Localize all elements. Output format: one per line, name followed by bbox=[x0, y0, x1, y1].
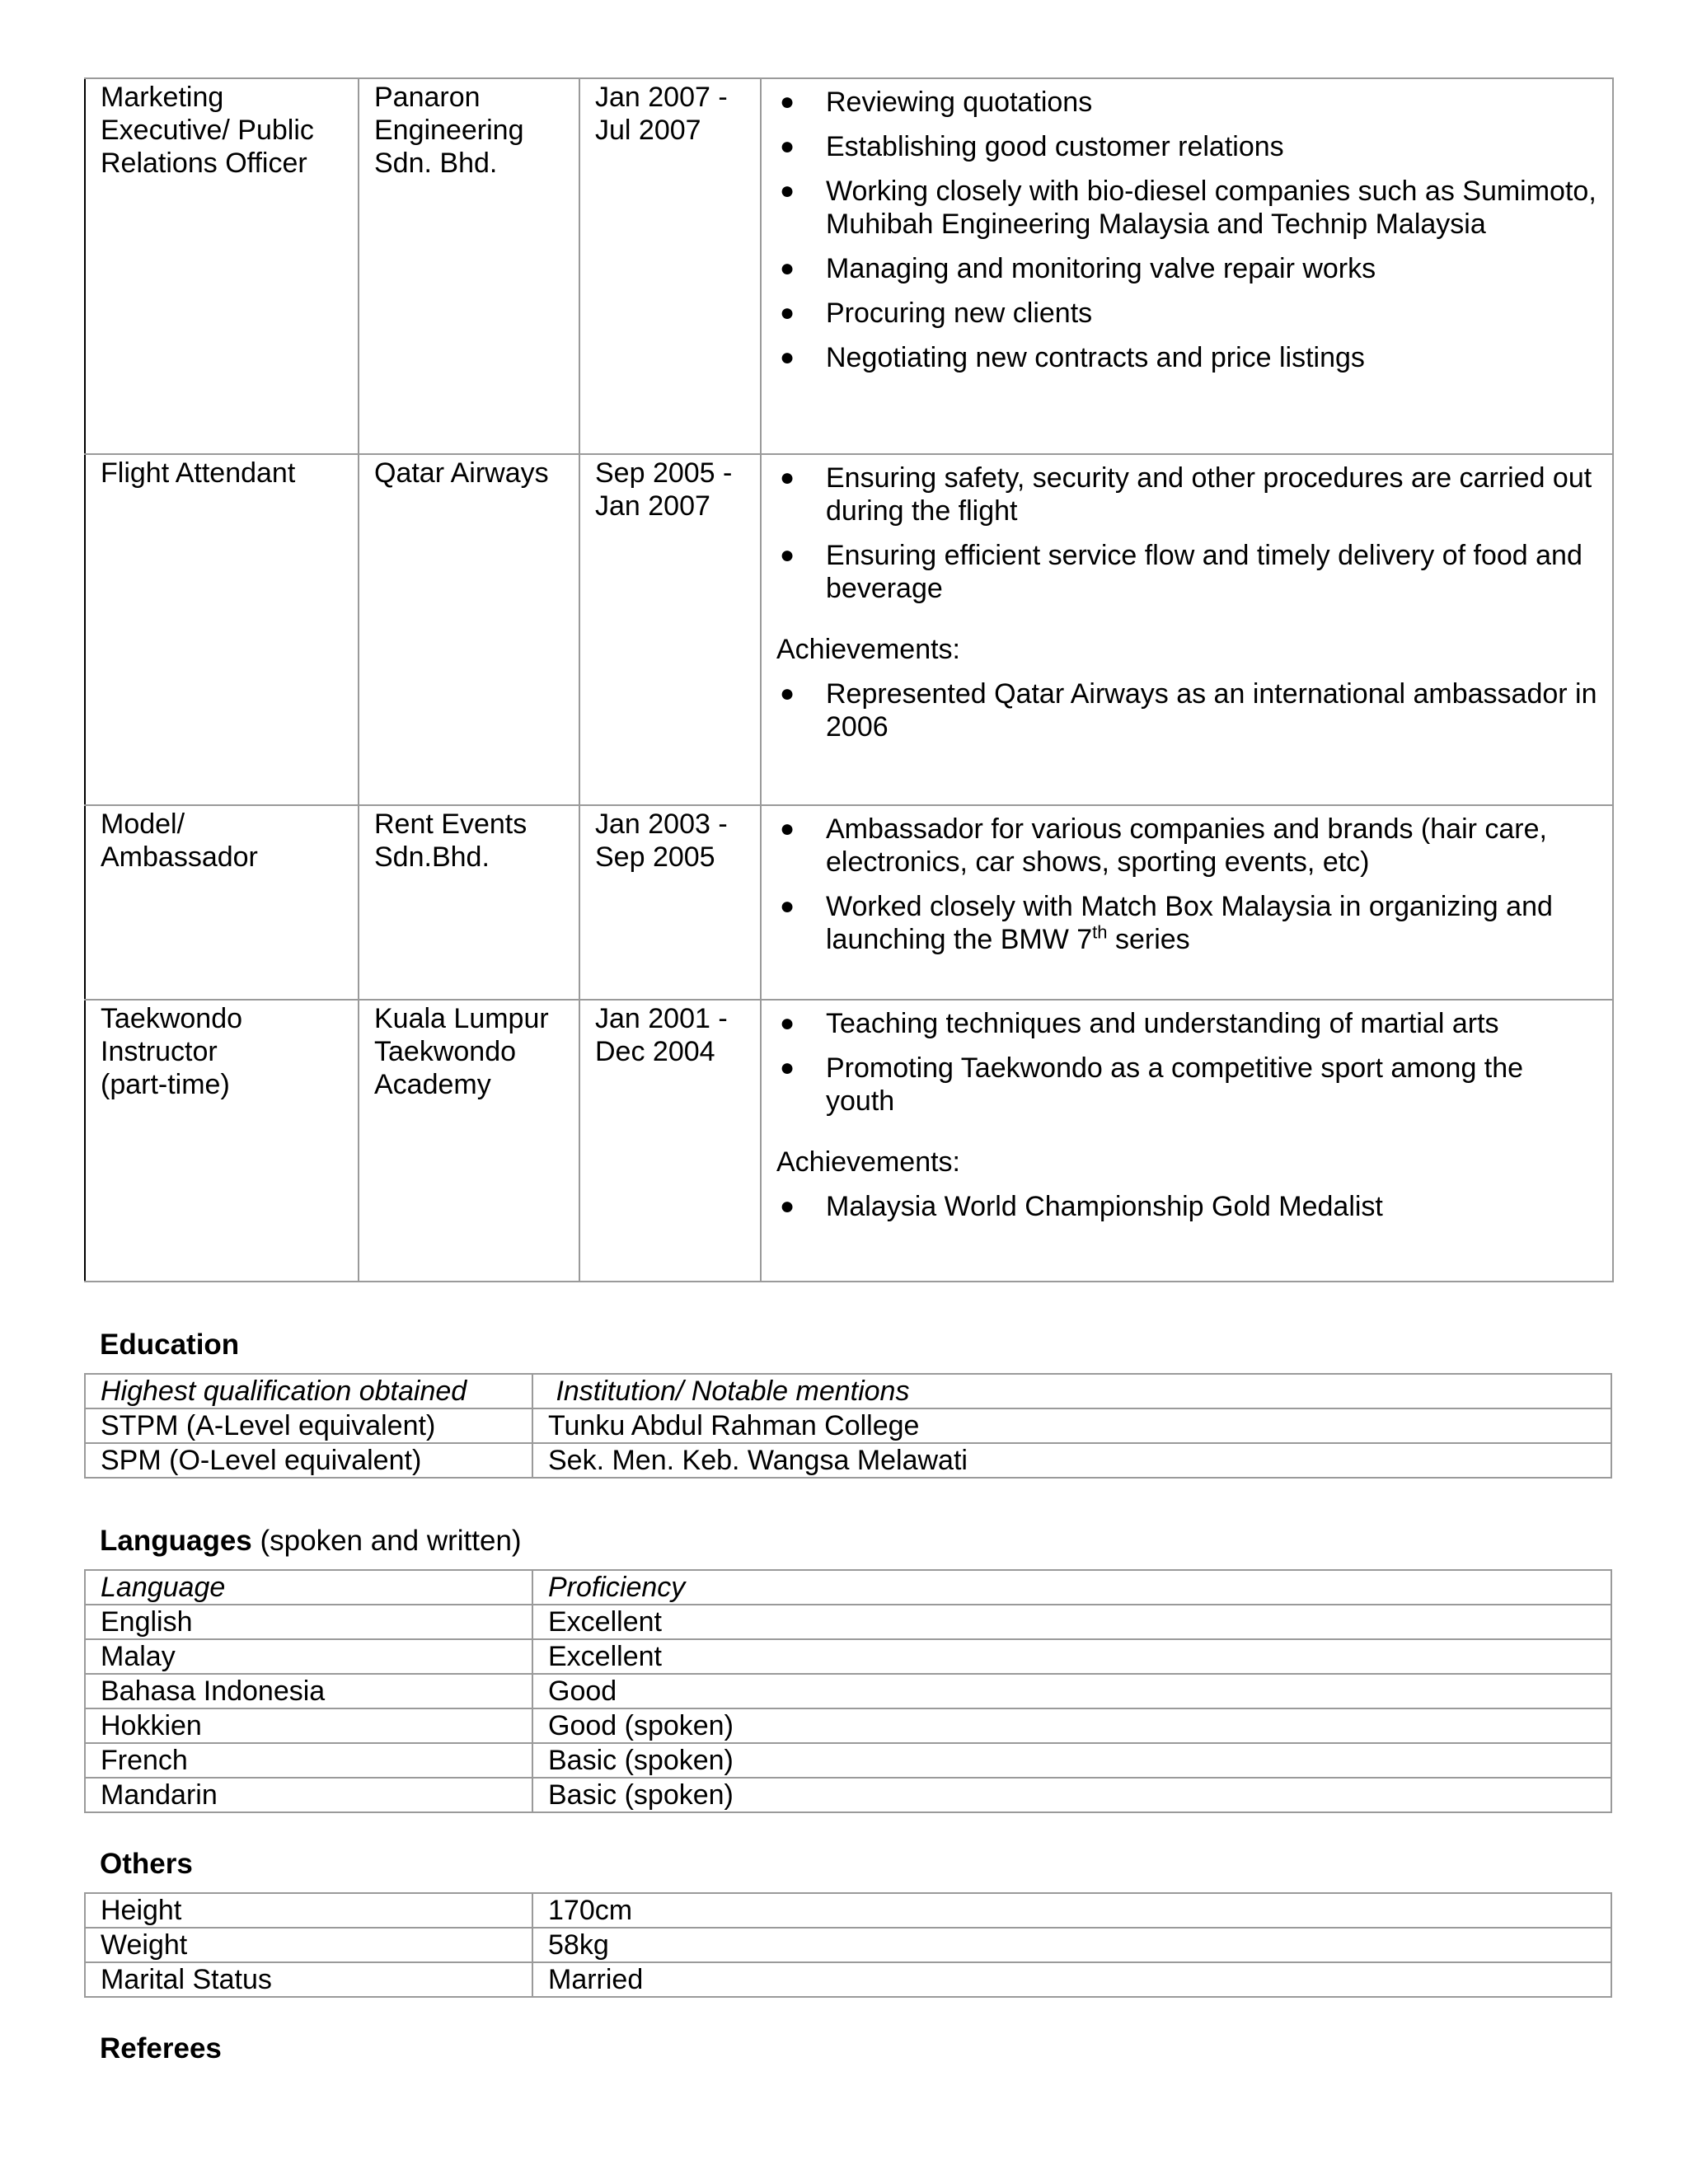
table-cell: Height bbox=[85, 1893, 532, 1928]
table-row bbox=[85, 1743, 1611, 1778]
job-title: Marketing Executive/ Public Relations Officer bbox=[101, 82, 314, 179]
job-duties bbox=[776, 455, 1599, 780]
table-cell: Hokkien bbox=[85, 1708, 532, 1743]
bullet-text: Ensuring efficient service flow and timely delivery of food and beverage bbox=[826, 540, 1582, 604]
bullet-icon: ● bbox=[780, 133, 795, 160]
bullet-text: Represented Qatar Airways as an international ambassador in 2006 bbox=[826, 678, 1597, 743]
table-cell: Weight bbox=[85, 1928, 532, 1962]
bullet-item bbox=[776, 677, 1599, 743]
table-row bbox=[85, 1639, 1611, 1674]
job-title: Flight Attendant bbox=[101, 457, 296, 489]
bullet-icon: ● bbox=[780, 464, 795, 491]
table-row bbox=[85, 1408, 1611, 1443]
table-row bbox=[85, 1674, 1611, 1708]
job-title: Model/ Ambassador bbox=[101, 808, 258, 873]
languages-heading bbox=[100, 1525, 522, 1558]
table-cell: Married bbox=[532, 1962, 1611, 1997]
languages-table bbox=[84, 1569, 1612, 1813]
bullet-item bbox=[776, 813, 1599, 879]
bullet-text: Promoting Taekwondo as a competitive sport among the youth bbox=[826, 1052, 1524, 1117]
job-title: Taekwondo Instructor (part-time) bbox=[101, 1003, 243, 1100]
others-table bbox=[84, 1892, 1612, 1998]
table-cell: Excellent bbox=[532, 1639, 1611, 1674]
experience-row bbox=[85, 805, 1613, 1000]
job-duties bbox=[776, 1001, 1599, 1259]
table-cell: Good (spoken) bbox=[532, 1708, 1611, 1743]
languages-subtitle: (spoken and written) bbox=[251, 1525, 522, 1557]
bullet-item bbox=[776, 175, 1599, 241]
languages-title: Languages bbox=[100, 1525, 252, 1557]
table-cell: Basic (spoken) bbox=[532, 1778, 1611, 1812]
bullet-text: Managing and monitoring valve repair works bbox=[826, 253, 1376, 284]
bullet-icon: ● bbox=[780, 680, 795, 707]
referees-heading: Referees bbox=[100, 2032, 222, 2064]
table-cell: 58kg bbox=[532, 1928, 1611, 1962]
bullet-text: Ensuring safety, security and other procedures are carried out during the flight bbox=[826, 462, 1592, 527]
bullet-item bbox=[776, 539, 1599, 605]
others-heading: Others bbox=[100, 1848, 193, 1880]
bullet-text: Procuring new clients bbox=[826, 298, 1093, 329]
table-row bbox=[85, 1708, 1611, 1743]
bullet-item bbox=[776, 1190, 1599, 1223]
bullet-text: Ambassador for various companies and brands (hair care, electronics, car shows, sporting events, etc) bbox=[826, 813, 1547, 878]
employment-period: Jan 2001 - Dec 2004 bbox=[595, 1003, 728, 1067]
table-cell: 170cm bbox=[532, 1893, 1611, 1928]
bullet-icon: ● bbox=[780, 255, 795, 282]
bullet-text: Working closely with bio-diesel companies such as Sumimoto, Muhibah Engineering Malaysia and Technip Malaysia bbox=[826, 176, 1597, 240]
employment-period: Jan 2007 - Jul 2007 bbox=[595, 82, 728, 146]
bullet-icon: ● bbox=[780, 177, 795, 204]
bullet-text: Establishing good customer relations bbox=[826, 131, 1284, 162]
column-header: Language bbox=[85, 1570, 532, 1605]
table-header-row bbox=[85, 1374, 1611, 1408]
table-row bbox=[85, 1443, 1611, 1478]
work-experience-table bbox=[84, 77, 1614, 1282]
experience-row bbox=[85, 454, 1613, 805]
bullet-text: Negotiating new contracts and price listings bbox=[826, 342, 1365, 373]
employer: Kuala Lumpur Taekwondo Academy bbox=[374, 1003, 549, 1100]
job-duties bbox=[776, 806, 1599, 992]
table-cell: Sek. Men. Keb. Wangsa Melawati bbox=[532, 1443, 1611, 1478]
table-cell: French bbox=[85, 1743, 532, 1778]
employer: Rent Events Sdn.Bhd. bbox=[374, 808, 528, 873]
bullet-item bbox=[776, 252, 1599, 285]
table-cell: Marital Status bbox=[85, 1962, 532, 1997]
table-cell: Mandarin bbox=[85, 1778, 532, 1812]
table-cell: Tunku Abdul Rahman College bbox=[532, 1408, 1611, 1443]
column-header: Proficiency bbox=[532, 1570, 1611, 1605]
bullet-text: Worked closely with Match Box Malaysia in organizing and launching the BMW 7th series bbox=[826, 891, 1553, 955]
bullet-icon: ● bbox=[780, 299, 795, 326]
bullet-icon: ● bbox=[780, 541, 795, 569]
experience-row bbox=[85, 78, 1613, 454]
table-row bbox=[85, 1605, 1611, 1639]
table-cell: SPM (O-Level equivalent) bbox=[85, 1443, 532, 1478]
bullet-item bbox=[776, 341, 1599, 374]
table-row bbox=[85, 1778, 1611, 1812]
bullet-item bbox=[776, 130, 1599, 163]
table-cell: Good bbox=[532, 1674, 1611, 1708]
column-header: Institution/ Notable mentions bbox=[532, 1374, 1611, 1408]
bullet-item bbox=[776, 1052, 1599, 1118]
table-cell: STPM (A-Level equivalent) bbox=[85, 1408, 532, 1443]
bullet-item bbox=[776, 1007, 1599, 1040]
education-table bbox=[84, 1373, 1612, 1479]
job-duties bbox=[776, 79, 1599, 410]
achievements-label: Achievements: bbox=[776, 1146, 960, 1178]
bullet-item bbox=[776, 297, 1599, 330]
table-cell: Malay bbox=[85, 1639, 532, 1674]
column-header: Highest qualification obtained bbox=[85, 1374, 532, 1408]
table-cell: Excellent bbox=[532, 1605, 1611, 1639]
table-cell: Basic (spoken) bbox=[532, 1743, 1611, 1778]
employer: Panaron Engineering Sdn. Bhd. bbox=[374, 82, 524, 179]
experience-row bbox=[85, 1000, 1613, 1282]
bullet-text: Reviewing quotations bbox=[826, 87, 1093, 118]
bullet-item bbox=[776, 890, 1599, 956]
table-cell: English bbox=[85, 1605, 532, 1639]
bullet-icon: ● bbox=[780, 1010, 795, 1037]
table-row bbox=[85, 1962, 1611, 1997]
bullet-text: Malaysia World Championship Gold Medalist bbox=[826, 1191, 1383, 1222]
table-header-row bbox=[85, 1570, 1611, 1605]
bullet-icon: ● bbox=[780, 893, 795, 920]
achievements-label: Achievements: bbox=[776, 634, 960, 665]
employment-period: Jan 2003 - Sep 2005 bbox=[595, 808, 728, 873]
table-cell: Bahasa Indonesia bbox=[85, 1674, 532, 1708]
bullet-icon: ● bbox=[780, 815, 795, 842]
bullet-icon: ● bbox=[780, 88, 795, 115]
table-row bbox=[85, 1928, 1611, 1962]
employer: Qatar Airways bbox=[374, 457, 549, 489]
bullet-text: Teaching techniques and understanding of martial arts bbox=[826, 1008, 1499, 1039]
bullet-icon: ● bbox=[780, 1193, 795, 1220]
bullet-item bbox=[776, 86, 1599, 119]
bullet-icon: ● bbox=[780, 1054, 795, 1081]
table-row bbox=[85, 1893, 1611, 1928]
bullet-icon: ● bbox=[780, 344, 795, 371]
employment-period: Sep 2005 - Jan 2007 bbox=[595, 457, 733, 522]
education-heading: Education bbox=[100, 1329, 240, 1361]
bullet-item bbox=[776, 462, 1599, 527]
